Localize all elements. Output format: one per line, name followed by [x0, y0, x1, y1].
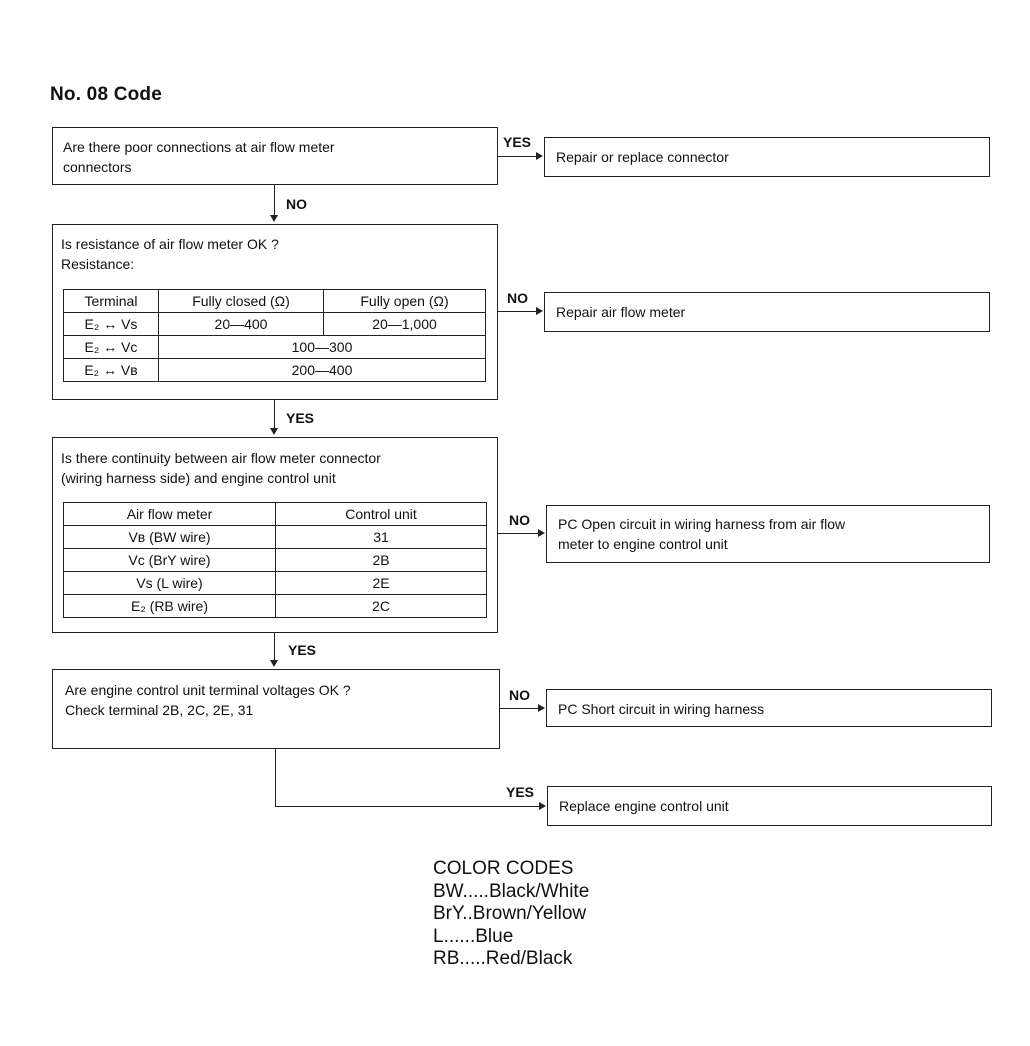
table-cell: 200—400 [159, 359, 486, 382]
table-cell: Vc (BrY wire) [64, 549, 276, 572]
question-4-text: Are engine control unit terminal voltages OK ? Check terminal 2B, 2C, 2E, 31 [65, 682, 351, 718]
no-label-3: NO [509, 512, 530, 528]
result-4-text: PC Short circuit in wiring harness [558, 701, 765, 717]
table-row [64, 313, 486, 336]
yes-label-1: YES [503, 134, 532, 150]
no-label-1: NO [286, 196, 307, 212]
table-cell: E₂ (RB wire) [64, 595, 276, 618]
table-cell: E₂ ↔ Vc [64, 336, 159, 359]
question-1-text: Are there poor connections at air flow meter connectors [63, 139, 335, 175]
yes-label-4: YES [506, 784, 535, 800]
connector-line [498, 156, 536, 157]
table-header-row [64, 503, 487, 526]
result-3-text: PC Open circuit in wiring harness from air flow meter to engine control unit [558, 516, 846, 552]
table-row [64, 336, 486, 359]
question-box-4 [52, 669, 500, 749]
table-cell: 31 [276, 526, 487, 549]
table-cell: 20—1,000 [324, 313, 486, 336]
arrow-right-icon [538, 529, 545, 537]
table-cell: 20—400 [159, 313, 324, 336]
table-header-cell: Fully closed (Ω) [159, 290, 324, 313]
result-box-repair-meter [544, 292, 990, 332]
result-box-replace-ecu [547, 786, 992, 826]
table-row [64, 572, 487, 595]
result-5-text: Replace engine control unit [559, 798, 729, 814]
table-cell: Vʙ (BW wire) [64, 526, 276, 549]
table-cell: E₂ ↔ Vs [64, 313, 159, 336]
table-cell: Vs (L wire) [64, 572, 276, 595]
connector-line [498, 311, 536, 312]
table-cell: 2E [276, 572, 487, 595]
arrow-right-icon [536, 152, 543, 160]
question-3-text: Is there continuity between air flow meter connector (wiring harness side) and engine control unit [61, 450, 381, 486]
result-box-repair-connector [544, 137, 990, 177]
connector-line [274, 633, 275, 660]
color-codes-legend [433, 858, 589, 971]
result-2-text: Repair air flow meter [556, 304, 686, 320]
no-label-4: NO [509, 687, 530, 703]
table-header-cell: Fully open (Ω) [324, 290, 486, 313]
yes-label-2: YES [286, 410, 315, 426]
arrow-down-icon [270, 215, 278, 222]
question-box-1 [52, 127, 498, 185]
continuity-table [63, 502, 487, 618]
resistance-table [63, 289, 486, 382]
connector-line [274, 185, 275, 215]
page-title: No. 08 Code [50, 84, 162, 105]
result-box-open-circuit [546, 505, 990, 563]
legend-item: BW.....Black/White [433, 880, 590, 902]
yes-label-3: YES [288, 642, 317, 658]
table-row [64, 359, 486, 382]
table-header-cell: Control unit [276, 503, 487, 526]
result-1-text: Repair or replace connector [556, 149, 729, 165]
table-header-row [64, 290, 486, 313]
question-2-text: Is resistance of air flow meter OK ? Resistance: [61, 236, 279, 272]
table-cell: E₂ ↔ Vʙ [64, 359, 159, 382]
legend-item: BrY..Brown/Yellow [433, 903, 587, 924]
no-label-2: NO [507, 290, 528, 306]
connector-line [500, 708, 538, 709]
table-cell: 2C [276, 595, 487, 618]
legend-title: COLOR CODES [433, 858, 574, 879]
legend-item: RB.....Red/Black [433, 948, 573, 969]
table-row [64, 526, 487, 549]
result-box-short-circuit [546, 689, 992, 727]
table-header-cell: Terminal [64, 290, 159, 313]
connector-line [275, 749, 276, 806]
legend-item: L......Blue [433, 925, 514, 947]
arrow-down-icon [270, 660, 278, 667]
connector-line [275, 806, 539, 807]
arrow-right-icon [539, 802, 546, 810]
table-cell: 2B [276, 549, 487, 572]
arrow-right-icon [536, 307, 543, 315]
connector-line [498, 533, 538, 534]
connector-line [274, 400, 275, 428]
table-header-cell: Air flow meter [64, 503, 276, 526]
table-row [64, 595, 487, 618]
arrow-down-icon [270, 428, 278, 435]
table-row [64, 549, 487, 572]
table-cell: 100—300 [159, 336, 486, 359]
arrow-right-icon [538, 704, 545, 712]
